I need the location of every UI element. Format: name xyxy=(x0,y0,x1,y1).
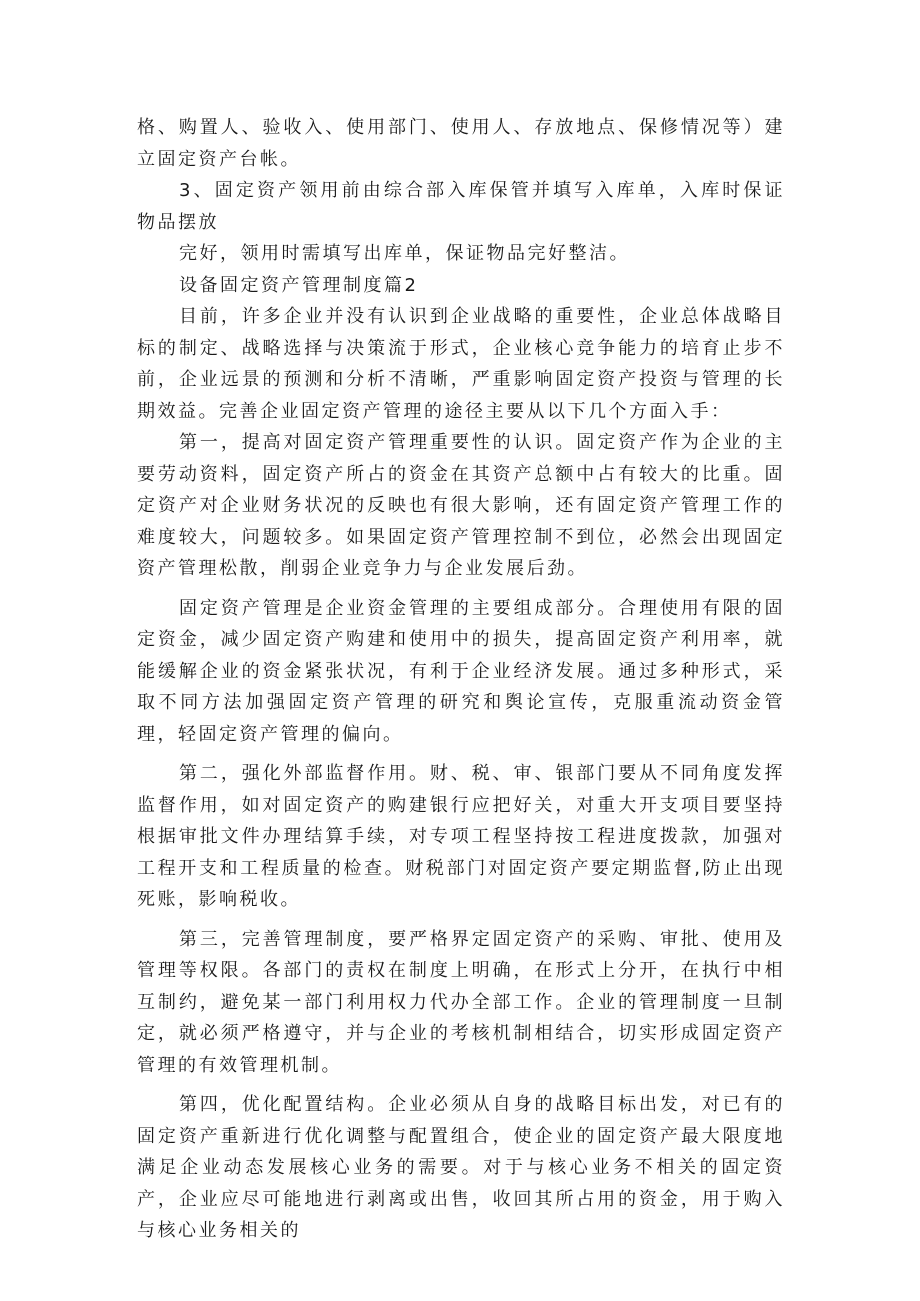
paragraph-second: 第二，强化外部监督作用。财、税、审、银部门要从不同角度发挥监督作用，如对固定资产的购建银行应把好关，对重大开支项目要坚持根据审批文件办理结算手续，对专项工程坚持按工程进度拨款，加强对工程开支和工程质量的检查。财税部门对固定资产要定期监督,防止出现死账，影响税收。 xyxy=(137,763,785,910)
document-page xyxy=(137,112,785,1247)
paragraph-intro: 目前，许多企业并没有认识到企业战略的重要性，企业总体战略目标的制定、战略选择与决策流于形式，企业核心竞争能力的培育止步不前，企业远景的预测和分析不清晰，严重影响固定资产投资与管理的长期效益。完善企业固定资产管理的途径主要从以下几个方面入手： xyxy=(137,306,785,422)
paragraph-capital-management: 固定资产管理是企业资金管理的主要组成部分。合理使用有限的固定资金，减少固定资产购建和使用中的损失，提高固定资产利用率，就能缓解企业的资金紧张状况，有利于企业经济发展。通过多种形式，采取不同方法加强固定资产管理的研究和舆论宣传，克服重流动资金管理，轻固定资产管理的偏向。 xyxy=(137,597,785,745)
paragraph-third: 第三，完善管理制度，要严格界定固定资产的采购、审批、使用及管理等权限。各部门的责权在制度上明确，在形式上分开，在执行中相互制约，避免某一部门利用权力代办全部工作。企业的管理制度一旦制定，就必须严格遵守，并与企业的考核机制相结合，切实形成固定资产管理的有效管理机制。 xyxy=(137,928,785,1076)
paragraph-item-3: 3、固定资产领用前由综合部入库保管并填写入库单，入库时保证物品摆放 xyxy=(137,180,785,233)
section-heading: 设备固定资产管理制度篇2 xyxy=(179,274,419,296)
paragraph-fourth: 第四，优化配置结构。企业必须从自身的战略目标出发，对已有的固定资产重新进行优化调整与配置组合，使企业的固定资产最大限度地满足企业动态发展核心业务的需要。对于与核心业务不相关的固定资产，企业应尽可能地进行剥离或出售，收回其所占用的资金，用于购入与核心业务相关的 xyxy=(137,1094,785,1241)
paragraph-item-3-continued: 完好，领用时需填写出库单，保证物品完好整洁。 xyxy=(179,243,630,264)
paragraph-first: 第一，提高对固定资产管理重要性的认识。固定资产作为企业的主要劳动资料，固定资产所占的资金在其资产总额中占有较大的比重。固定资产对企业财务状况的反映也有很大影响，还有固定资产管理工作的难度较大，问题较多。如果固定资产管理控制不到位，必然会出现固定资产管理松散，削弱企业竞争力与企业发展后劲。 xyxy=(137,432,785,579)
paragraph-continued: 格、购置人、验收入、使用部门、使用人、存放地点、保修情况等）建立固定资产台帐。 xyxy=(137,117,785,170)
